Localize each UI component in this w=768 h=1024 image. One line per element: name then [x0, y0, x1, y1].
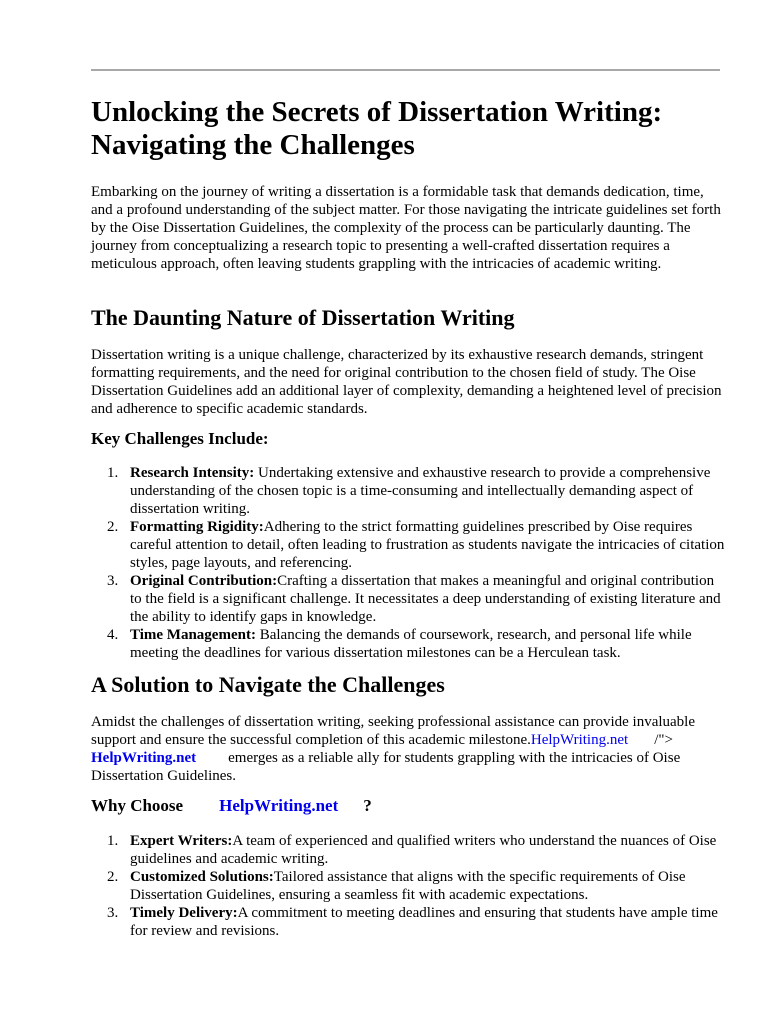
section2-paragraph	[91, 713, 727, 785]
list-item	[91, 464, 727, 518]
list-text: Crafting a dissertation that makes a meaningful and original contribution to the field is a significant challenge. It necessitates a deep understanding of existing literature and the ability to identify gaps in knowledge.	[130, 573, 721, 625]
list-term: Research Intensity:	[130, 465, 255, 481]
list-term: Customized Solutions:	[130, 869, 274, 885]
section2-heading: A Solution to Navigate the Challenges	[91, 672, 445, 697]
helpwriting-link[interactable]: HelpWriting.net	[530, 732, 629, 748]
list-text: A team of experienced and qualified writers who understand the nuances of Oise guidelines and academic writing.	[130, 833, 717, 867]
list-item	[91, 518, 727, 572]
why-choose-heading	[91, 796, 727, 816]
list-number: 1.	[107, 833, 119, 849]
helpwriting-link-bold[interactable]: HelpWriting.net	[91, 750, 197, 766]
list-term: Expert Writers:	[130, 833, 233, 849]
list-text: Tailored assistance that aligns with the specific requirements of Oise Dissertation Guidelines, ensuring a seamless fit with academic expectations.	[130, 869, 686, 903]
list-item	[91, 626, 727, 662]
top-divider	[91, 69, 720, 71]
list-item	[91, 904, 727, 940]
section2-body-start: Amidst the challenges of dissertation writing, seeking professional assistance can provide invaluable support and ensure the successful completion of this academic milestone.	[91, 714, 696, 748]
list-term: Formatting Rigidity:	[130, 519, 264, 535]
list-number: 2.	[107, 869, 119, 885]
list-number: 1.	[107, 465, 119, 481]
benefits-list	[91, 832, 727, 940]
list-item	[91, 832, 727, 868]
section2-body-end: emerges as a reliable ally for students grappling with the intricacies of Oise Dissertation Guidelines.	[91, 750, 681, 784]
list-text: Undertaking extensive and exhaustive research to provide a comprehensive understanding of the chosen topic is a time-consuming and intellectually demanding aspect of dissertation writing.	[130, 465, 711, 517]
section1-heading: The Daunting Nature of Dissertation Writing	[91, 305, 515, 330]
list-item	[91, 868, 727, 904]
list-term: Time Management:	[130, 627, 256, 643]
list-term: Original Contribution:	[130, 573, 278, 589]
why-choose-suffix: ?	[363, 796, 372, 815]
list-item	[91, 572, 727, 626]
list-text: Adhering to the strict formatting guidelines prescribed by Oise requires careful attention to detail, often leading to frustration as students navigate the intricacies of citation styles, page layouts, and referencing.	[130, 519, 725, 571]
list-number: 2.	[107, 519, 119, 535]
list-text: A commitment to meeting deadlines and ensuring that students have ample time for review and revisions.	[130, 905, 718, 939]
list-term: Timely Delivery:	[130, 905, 238, 921]
challenges-list	[91, 464, 727, 662]
list-number: 4.	[107, 627, 119, 643]
list-text: Balancing the demands of coursework, research, and personal life while meeting the deadlines for various dissertation milestones can be a Herculean task.	[130, 627, 692, 661]
why-choose-link[interactable]: HelpWriting.net	[219, 796, 339, 815]
page-title: Unlocking the Secrets of Dissertation Writing: Navigating the Challenges	[91, 96, 663, 161]
list-number: 3.	[107, 905, 119, 921]
intro-paragraph: Embarking on the journey of writing a dissertation is a formidable task that demands dedication, time, and a profound understanding of the subject matter. For those navigating the intricate guidelines set forth by the Oise Dissertation Guidelines, the complexity of the process can be particularly daunting. The journey from conceptualizing a research topic to presenting a well-crafted dissertation requires a meticulous approach, often leaving students grappling with the intricacies of academic writing.	[91, 184, 721, 272]
key-challenges-heading: Key Challenges Include:	[91, 429, 269, 448]
section1-paragraph: Dissertation writing is a unique challenge, characterized by its exhaustive research demands, stringent formatting requirements, and the need for original contribution to the chosen field of study. The Oise Dissertation Guidelines add an additional layer of complexity, demanding a heightened level of precision and adherence to specific academic standards.	[91, 347, 722, 417]
list-number: 3.	[107, 573, 119, 589]
why-choose-prefix: Why Choose	[91, 796, 184, 815]
stray-markup-text: /">	[654, 732, 673, 748]
